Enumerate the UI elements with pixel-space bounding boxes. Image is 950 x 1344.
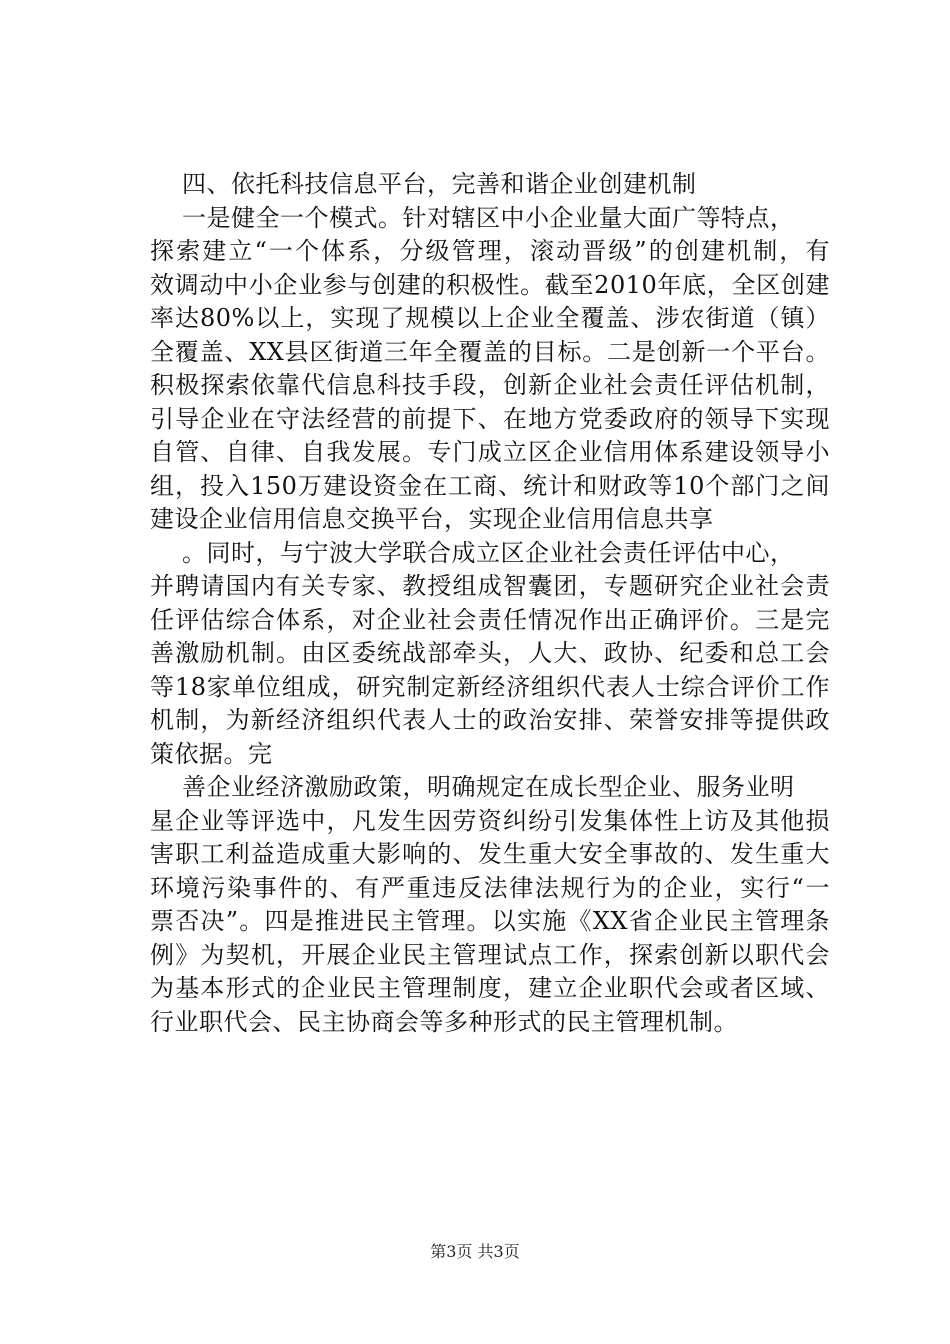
paragraph-line: 自管、自律、自我发展。专门成立区企业信用体系建设领导小 <box>150 438 830 466</box>
section-heading: 四、依托科技信息平台，完善和谐企业创建机制 <box>182 170 697 198</box>
paragraph-line: 组，投入150万建设资金在工商、统计和财政等10个部门之间 <box>150 471 830 500</box>
paragraph-line: 引导企业在守法经营的前提下、在地方党委政府的领导下实现 <box>150 404 830 433</box>
paragraph-line: 票否决”。四是推进民主管理。以实施《XX省企业民主管理条 <box>150 907 830 935</box>
paragraph-line: 行业职代会、民主协商会等多种形式的民主管理机制。 <box>150 1007 738 1036</box>
document-body <box>150 168 830 1039</box>
paragraph-line: 。同时，与宁波大学联合成立区企业社会责任评估中心， <box>182 538 795 567</box>
paragraph-line: 建设企业信用信息交换平台，实现企业信用信息共享 <box>150 505 714 533</box>
paragraph-line: 为基本形式的企业民主管理制度，建立企业职代会或者区域、 <box>150 974 830 1002</box>
paragraph-line: 率达80%以上，实现了规模以上企业全覆盖、涉农街道（镇） <box>150 304 830 332</box>
paragraph-line: 善企业经济激励政策，明确规定在成长型企业、服务业明 <box>182 773 795 801</box>
page-number-footer: 第3页 共3页 <box>430 1242 520 1261</box>
paragraph-line: 积极探索依靠代信息科技手段，创新企业社会责任评估机制， <box>150 371 830 399</box>
paragraph-line: 例》为契机，开展企业民主管理试点工作，探索创新以职代会 <box>150 940 830 969</box>
paragraph-line: 善激励机制。由区委统战部牵头，人大、政协、纪委和总工会 <box>150 639 830 667</box>
paragraph-line: 害职工利益造成重大影响的、发生重大安全事故的、发生重大 <box>150 840 830 868</box>
paragraph-line: 一是健全一个模式。针对辖区中小企业量大面广等特点， <box>182 203 795 232</box>
paragraph-line: 策依据。完 <box>150 739 273 768</box>
paragraph-line: 探索建立“一个体系，分级管理，滚动晋级”的创建机制，有 <box>150 237 830 265</box>
paragraph-line: 星企业等评选中，凡发生因劳资纠纷引发集体性上访及其他损 <box>150 806 830 835</box>
paragraph-line: 等18家单位组成，研究制定新经济组织代表人士综合评价工作 <box>150 672 830 701</box>
paragraph-line: 机制，为新经济组织代表人士的政治安排、荣誉安排等提供政 <box>150 706 830 734</box>
paragraph-line: 全覆盖、XX县区街道三年全覆盖的目标。二是创新一个平台。 <box>150 337 830 366</box>
paragraph-line: 任评估综合体系，对企业社会责任情况作出正确评价。三是完 <box>150 605 830 634</box>
paragraph-line: 环境污染事件的、有严重违反法律法规行为的企业，实行“一 <box>150 873 830 902</box>
paragraph-line: 并聘请国内有关专家、教授组成智囊团，专题研究企业社会责 <box>150 572 830 600</box>
paragraph-line: 效调动中小企业参与创建的积极性。截至2010年底，全区创建 <box>150 270 830 299</box>
